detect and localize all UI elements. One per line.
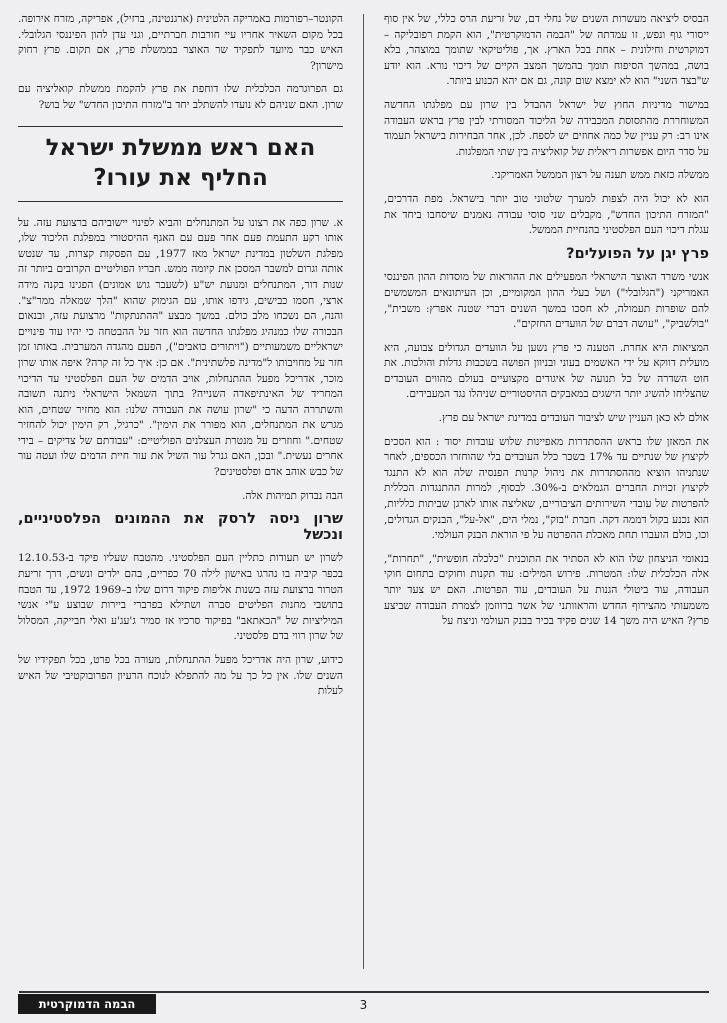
paragraph: במישור מדיניות החוץ של ישראל ההבדל בין שרון עם מפלגתו החדשה המשוחררת מהתסוסת המכבידה של הליכוד המסורתי לבין פרץ בראש העבודה אינו רב: רק עניין של כמה אחוזים יש לספח. לכן, אחר הבחירות בישראל תעמוד על סדר היום אפשרות ריאלית של קואליציה בין שתי המפלגות.: [384, 98, 709, 158]
publication-name-badge: הבמה הדמוקרטית: [18, 994, 156, 1014]
paragraph: המציאות היא אחרת. הטענה כי פרץ נשען על הוועדים הגדולים צבועה, היא מועלית דווקא על ידי האשמים בעוני ובניוון הפושה בשכבות גדלות והולכות. את חוט השדרה של כל תנועה של איגודים מקצועיים בעולם מהווים העובדים שהצליחו להשיג יותר הישגים במאבקים ההיסטוריים שניהלו נגד המעבידים.: [384, 341, 709, 401]
paragraph: כידוע, שרון היה אדריכל מפעל ההתנחלות, מעורה בכל פרט, בכל תפקידיו של השנים שלו. אין כל כך על מה להתפלא לנוכח הרעיון הפרובוקטיבי של האיש לעלות: [18, 654, 343, 698]
page-number: 3: [359, 998, 368, 1012]
section-heading: פרץ יגן על הפועלים?: [566, 245, 709, 262]
paragraph: הבה נבדוק תמיהות אלה.: [242, 489, 343, 502]
paragraph: הקונטר–רפורמות באמריקה הלטינית (ארגנטינה, ברזיל), אפריקה, מזרח אירופה. בכל מקום השאיר אחריו עיי חורבות חברתיים, וגני עדן להון הפיננסי הגלובלי. האיש כבר מיועד לתפקיד שר האוצר בממשלת פרץ, אם תקום. פרץ רחוק מישרון?: [18, 13, 343, 72]
column-divider: [363, 14, 364, 969]
paragraph: בנאומי הניצחון שלו הוא לא הסתיר את התוכנית "כלכלה חופשית", "תחרות", אלה הכלכלית שלו: המטרות. פירוש המילים: עוד תקנות וחוקים בתחום חוקי העבודה, עוד ביטולי הגנות על העובדים, עוד הפרטות. האם יש צעד יותר משמעותי מהצירוף החדש והראוותני של אשר ברווזמן לצמרת העבודה שביצע פרץ? האיש היה משך 14 שנים פקיד בכיר בבנק העולמי וניצח על: [384, 552, 709, 628]
article-title: האם ראש ממשלת ישראל החליף את עורו?: [45, 134, 316, 191]
paragraph: הוא לא יכול היה לצפות למערך שלטוני טוב יותר בישראל. מפת הדרכים, "המזרח התיכון החדש", מקבלים שני סוסי עבודה נאמנים שיסחבו ביחד את עגלת דיכוי העם הפלסטיני בהנחיית הממשל.: [384, 192, 709, 237]
section-heading: שרון ניסה לרסק את ההמונים הפלסטיניים, ונכשל: [18, 511, 343, 543]
right-column: [384, 12, 709, 638]
paragraph: ממשלה כזאת ממש תענה על רצון הממשל האמריקני.: [491, 169, 709, 182]
paragraph: אולם לא כאן העניין שיש לציבור העובדים במדינת ישראל עם פרץ.: [438, 412, 709, 425]
paragraph: גם הפרוגרמה הכלכלית שלו דוחפת את פרץ להקמת ממשלת קואליציה עם שרון. האם שניהם לא נועדו להשתלב יחד ב"מזרח התיכון החדש" של בוש?: [18, 83, 343, 111]
paragraph: לשרון יש תעודות כתליין העם הפלסטיני. מהטבח שעליו פיקד ב-12.10.53 בכפר קיביה בו נהרגו באישון לילה 70 כפריים, בהם ילדים ונשים, דרך זריעת הטרור ברצועת עזה בשנות אליפות פיקוד דרום שלו ב–1969 1972, עד הטבח בתושבי מחנות הפליטים סברה ושתילא בפרברי ביירות שבוצע ע"י אנשי המיליציות של "הכאתאב" בפיקוד סרכיו אז סמיר ג'עג'ע ואלי חבייקה, המסלול של שרון רווי בדם פלסטיני.: [18, 552, 343, 643]
paragraph: את המאזן שלו בראש ההסתדרות מאפיינות שלוש עובדות יסוד : הוא הסכים לקיצוץ של שנתיים עד 17% בשכר כלל העובדים בלי שהוחזרו הכספים, לאחר שנתניהו הוציא מההסתדרות את ניהול קרנות הפנסיה שלה הוא לא התנגד לקיצוץ זכויות החברים הגמלאים ב-30%. לבסוף, למרות ההתנגדות הכללית להפרטות של עובדי השירותים הציבוריים, שאליצה אותו לארגן שביתות כלליות, הוא נכנע בקול דממה דקה. חברת "בזק", נמלי הים, "אל-על", הבנקים הגדולים, וכו, כולם הועברו תחת מאכלת ההפרטה על פי הוראת הבנק העולמי.: [384, 435, 709, 542]
paragraph: הבסיס ליציאה מעשרות השנים של נחלי דם, של זריעת הרס כללי, של אין סוף ייסורי גוף ונפש, זו עמדתה של "הבמה הדמוקרטית", הוא הקמת רפובליקה – דמוקרטית וחילונית – אחת בכל הארץ. אך, פוליטיקאי שתומך במוצהר, בלא בושה, במהשך הסיפוח תומך בהמשך המצב הקיים של דיכוי נורא. הוא יודע ש"בצד השני" הוא לא ימצא שום קונה, גם אם יהא הכנוע ביותר.: [384, 13, 709, 88]
paragraph: א. שרון כפה את רצונו על המתנחלים והביא לפינוי יישוביהם ברצועת עזה. על אותו רקע התעמת פעם אחר פעם עם האגף ההיסטורי במפלגת הליכוד שלו, מפלגת השלטון במדינת ישראל מאז 1977, עם הפסקות קצרות, עד שנטש אותה וגרום למשבר המסכן את קיומה ממש. חבריו הפוליטיים הקרובים ביותר זה שנות דור, המתנחלים ומנועת יש"ע (לשעבר גוש אמונים) הפגינו בקנה מידה ארצי, חסמו כבישים, גידפו אותו, עם הגימוק שהוא "הלך שמאלה ממר"צ". והנה, הם נשכחו מלב כולם. במשך מבצע "ההתנתקות" מרצועת עזה, ובנאום הבכורה שלו כמנהיג מפלגתו החדשה הוא חזר על ההבטחה כי יהיו עוד פינויים ישראליים משמעותיים ("ויתורים כואבים"), הפעם מהגדה המערבית. באותו זמן חזר על מחויבותו ל"מדינה פלשתינית". אם כן: איך כל זה קרה? איפה אותו שרון מוכר, אדריכל מפעל ההתנחלות, אויב הדמים של העם הפלסטיני עד הדיכוי המחריד של האינתיפאדה השנייה? בתוך השמאל הישראלי ניתנה תשובה והשתררה הדעה כי "שרון עושה את העבודה שלנו: הוא מחזיר שטחים, הוא מגרש את המתנחלים, הוא מפורר את הימין". "כרגיל, רק הימין יכול להחזיר שטחים." וחוזרים על מנטרת העצלנים הפוליטיים: "עבודתם של צדיקים – בידי אחרים נעשית." ובכן, האם גנרל עור השיל את עור חיית הדמים שלו ועטה עור של כבש אוהב אדם ופלסטינים?: [18, 216, 343, 479]
paragraph: אנשי משרד האוצר הישראלי המפעילים את ההוראות של מוסדות ההון הפיננסי האמריקני ("הגלובלי") ושל בעלי ההון המקומיים, וכן העיתונאים המשמשים להם שופרות תעמולה, לא חסכו במשך השנים דברי שטנה אפרץ: משבית", "בולשביק", "עושה דברם של הוועדים החזקים".: [384, 271, 709, 331]
article-title-box: [18, 126, 343, 202]
footer-rule: [19, 991, 709, 993]
left-column: [18, 12, 343, 708]
